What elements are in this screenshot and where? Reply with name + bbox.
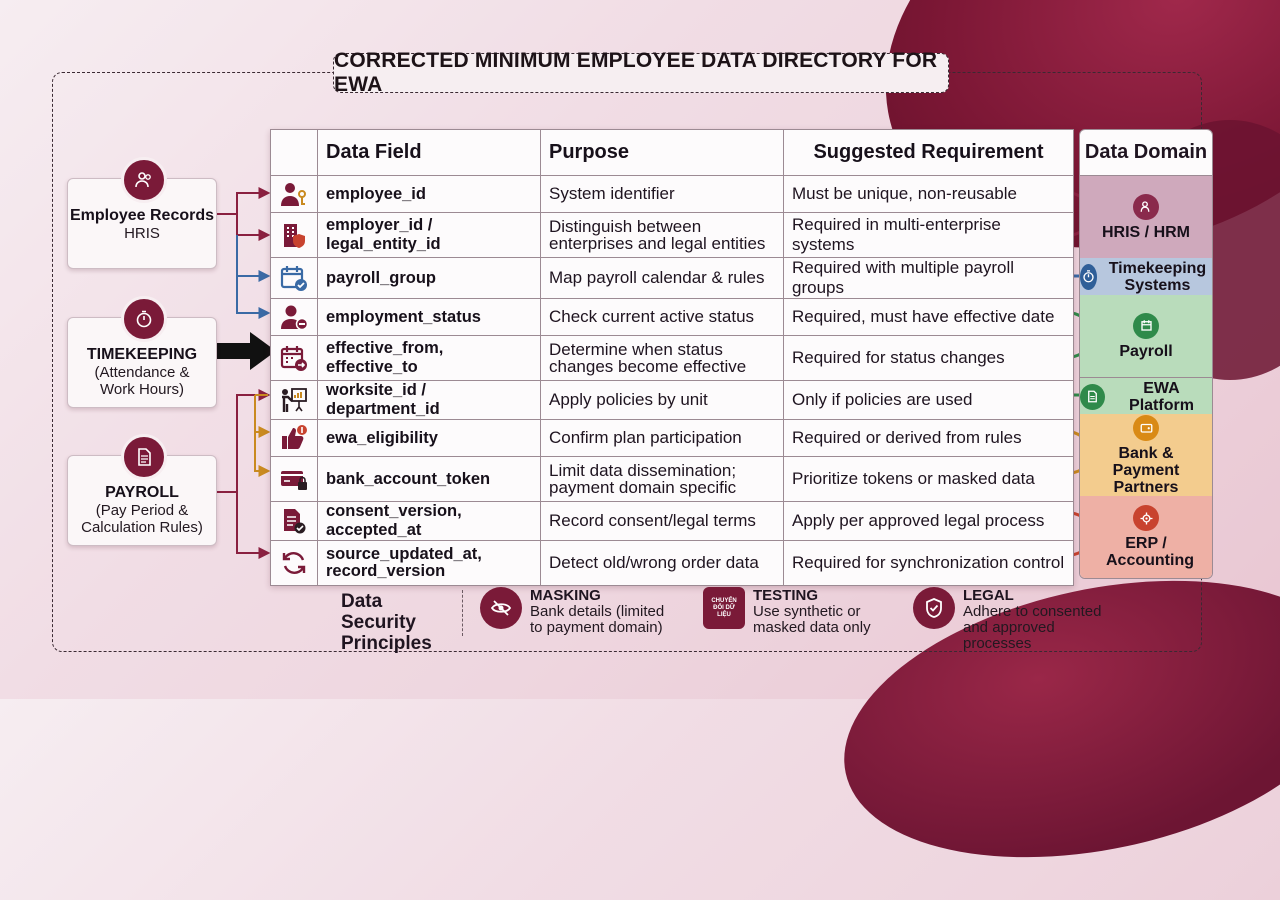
domain-bank-payment	[1080, 414, 1212, 496]
cell-field: employment_status	[318, 299, 541, 336]
card-lock-icon	[271, 457, 318, 502]
data-domain-column	[1079, 129, 1213, 579]
calendar-check-icon	[271, 258, 318, 299]
cell-purpose: Distinguish between enterprises and legal entities	[541, 213, 784, 258]
table-row	[271, 381, 1074, 420]
table-row	[271, 502, 1074, 541]
cell-purpose: Map payroll calendar & rules	[541, 258, 784, 299]
cell-requirement: Apply per approved legal process	[784, 502, 1074, 541]
security-title: Data Security Principles	[341, 591, 432, 654]
shield-check-icon	[913, 587, 955, 629]
presenter-icon	[271, 381, 318, 420]
table-row	[271, 457, 1074, 502]
table-row	[271, 176, 1074, 213]
domain-label: Payroll	[1119, 342, 1173, 360]
domain-timekeeping	[1080, 258, 1212, 295]
source-title: Employee Records	[69, 207, 215, 224]
domain-label: ERP / Accounting	[1106, 535, 1194, 569]
stamp-icon	[703, 587, 745, 629]
sync-icon	[271, 541, 318, 586]
people-icon	[121, 157, 167, 203]
cell-purpose: Detect old/wrong order data	[541, 541, 784, 586]
principle-title: LEGAL	[963, 587, 1014, 604]
source-title: TIMEKEEPING	[86, 346, 198, 363]
cell-requirement: Required, must have effective date	[784, 299, 1074, 336]
cell-purpose: System identifier	[541, 176, 784, 213]
user-minus-icon	[271, 299, 318, 336]
stamp-text: CHUYỂN ĐỔI DỮ LIỆU	[711, 597, 737, 618]
column-header-data-field: Data Field	[318, 130, 541, 176]
calendar-arrow-icon	[271, 336, 318, 381]
eye-slash-icon	[480, 587, 522, 629]
cell-field: consent_version, accepted_at	[318, 502, 541, 541]
table-row	[271, 541, 1074, 586]
cell-requirement: Required for status changes	[784, 336, 1074, 381]
user-key-icon	[271, 176, 318, 213]
thumbs-up-icon	[271, 420, 318, 457]
cell-requirement: Required with multiple payroll groups	[784, 258, 1074, 299]
cell-purpose: Limit data dissemination; payment domain specific	[541, 457, 784, 502]
cell-field: payroll_group	[318, 258, 541, 299]
cell-purpose: Apply policies by unit	[541, 381, 784, 420]
domain-payroll	[1080, 295, 1212, 377]
cell-purpose: Determine when status changes become effective	[541, 336, 784, 381]
principle-legal	[913, 587, 1123, 652]
column-header-purpose: Purpose	[541, 130, 784, 176]
people-icon	[1133, 194, 1159, 220]
table-row	[271, 420, 1074, 457]
source-subtitle: (Pay Period & Calculation Rules)	[81, 502, 203, 536]
cell-field: employee_id	[318, 176, 541, 213]
icon-column-header	[271, 130, 318, 176]
building-shield-icon	[271, 213, 318, 258]
calendar-icon	[1133, 313, 1159, 339]
data-directory-table	[270, 129, 1074, 586]
data-domain-header: Data Domain	[1080, 130, 1212, 176]
stopwatch-icon	[1080, 264, 1097, 290]
domain-label: HRIS / HRM	[1102, 223, 1190, 241]
domain-hris	[1080, 176, 1212, 258]
stopwatch-icon	[121, 296, 167, 342]
cell-purpose: Record consent/legal terms	[541, 502, 784, 541]
source-subtitle: (Attendance & Work Hours)	[94, 364, 190, 398]
cell-field: employer_id / legal_entity_id	[318, 213, 541, 258]
cell-field: effective_from, effective_to	[318, 336, 541, 381]
domain-label: EWA Platform	[1129, 379, 1194, 414]
domain-ewa-platform	[1080, 377, 1212, 415]
domain-label: Timekeeping Systems	[1108, 259, 1207, 294]
cell-purpose: Confirm plan participation	[541, 420, 784, 457]
principle-desc: Bank details (limited to payment domain)	[530, 603, 665, 636]
document-check-icon	[271, 502, 318, 541]
source-payroll	[67, 455, 217, 546]
principle-masking	[480, 587, 670, 636]
cell-field: worksite_id / department_id	[318, 381, 541, 420]
cell-field: ewa_eligibility	[318, 420, 541, 457]
principle-desc: Adhere to consented and approved processes	[963, 603, 1102, 652]
cell-requirement: Required in multi-enterprise systems	[784, 213, 1074, 258]
domain-erp-accounting	[1080, 496, 1212, 578]
source-subtitle: HRIS	[124, 225, 160, 242]
cell-field: source_updated_at, record_version	[318, 541, 541, 586]
domain-label: Bank & Payment Partners	[1112, 444, 1180, 496]
principle-title: TESTING	[753, 587, 819, 604]
document-icon	[1080, 384, 1105, 410]
table-row	[271, 299, 1074, 336]
table-row	[271, 213, 1074, 258]
cell-requirement: Required or derived from rules	[784, 420, 1074, 457]
source-employee-records	[67, 178, 217, 269]
principle-testing	[703, 587, 893, 636]
cell-requirement: Must be unique, non-reusable	[784, 176, 1074, 213]
table-header-row	[271, 130, 1074, 176]
wallet-icon	[1133, 415, 1159, 441]
cell-purpose: Check current active status	[541, 299, 784, 336]
principle-desc: Use synthetic or masked data only	[753, 603, 871, 636]
principle-title: MASKING	[530, 587, 601, 604]
table-row	[271, 258, 1074, 299]
cell-requirement: Required for synchronization control	[784, 541, 1074, 586]
gears-icon	[1133, 505, 1159, 531]
page-title: CORRECTED MINIMUM EMPLOYEE DATA DIRECTORY FOR EWA	[333, 53, 949, 93]
source-timekeeping	[67, 317, 217, 408]
table-row	[271, 336, 1074, 381]
cell-field: bank_account_token	[318, 457, 541, 502]
source-title: PAYROLL	[105, 484, 179, 501]
document-icon	[121, 434, 167, 480]
cell-requirement: Prioritize tokens or masked data	[784, 457, 1074, 502]
divider	[462, 590, 463, 636]
column-header-requirement: Suggested Requirement	[784, 130, 1074, 176]
cell-requirement: Only if policies are used	[784, 381, 1074, 420]
